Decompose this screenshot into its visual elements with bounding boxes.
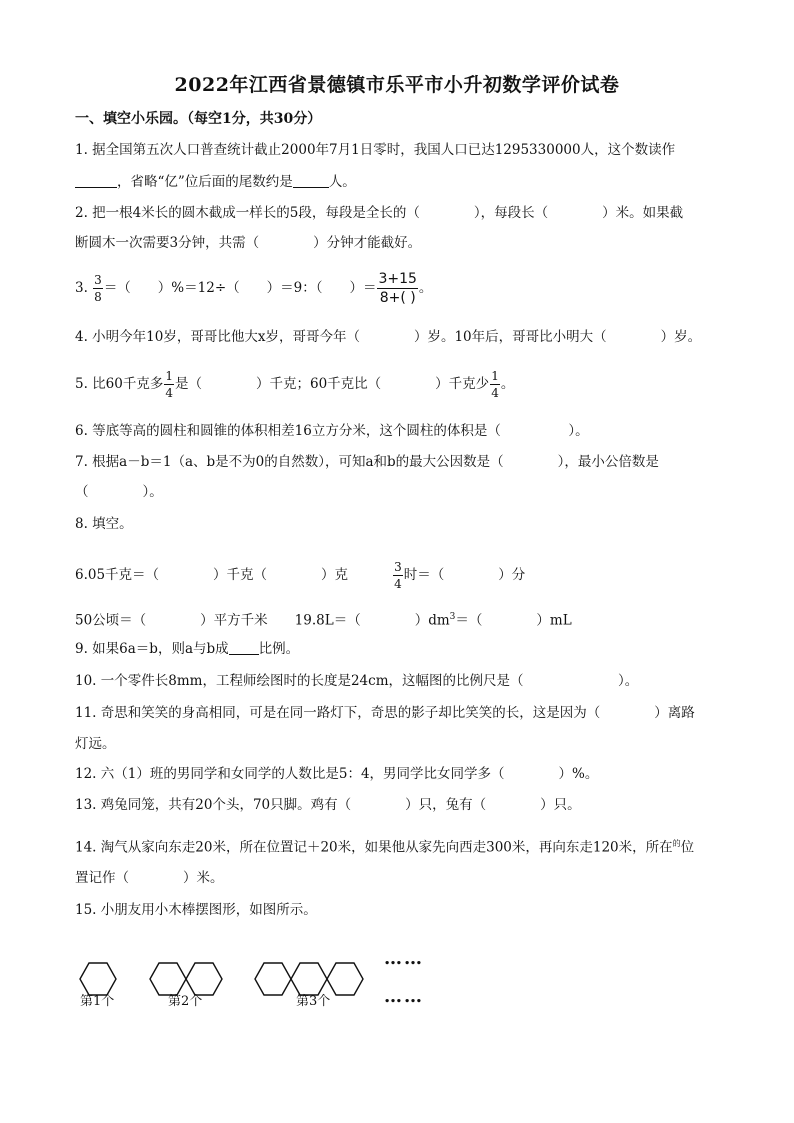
question-12: 12. 六（1）班的男同学和女同学的人数比是5：4，男同学比女同学多（ ）%。: [75, 766, 599, 782]
question-1-text-b2: 人。: [328, 174, 356, 190]
question-1-text-b1: ，省略“亿”位后面的尾数约是: [117, 174, 293, 190]
ellipsis-mark: ……: [384, 948, 424, 969]
fraction-denominator: 4: [394, 577, 402, 591]
question-2-line-1: 2. 把一根4米长的圆木截成一样长的5段，每段是全长的（ ），每段长（ ）米。如果截: [75, 205, 684, 221]
question-3: [75, 270, 432, 306]
question-9-text-a: 9. 如果6a＝b，则a与b成: [75, 641, 229, 657]
superscript: 3: [449, 612, 456, 622]
question-8-row-1-text-a: 6.05千克＝（ ）千克（ ）克: [75, 567, 349, 583]
fraction-3-8: [93, 274, 103, 303]
section-heading: 一、填空小乐园。（每空1分，共30分）: [75, 111, 322, 127]
figure-label-2: 第2个: [168, 994, 203, 1009]
question-1-line-1: 1. 据全国第五次人口普查统计截止2000年7月1日零时，我国人口已达1295330000人，这个数读作: [75, 142, 676, 158]
ellipsis-mark: ……: [384, 986, 424, 1007]
question-7-line-2: （ ）。: [75, 484, 163, 500]
question-14-line-1: [75, 834, 694, 858]
answer-blank[interactable]: [229, 640, 259, 655]
question-10: 10. 一个零件长8mm，工程师绘图时的长度是24cm，这幅图的比例尺是（ ）。: [75, 673, 639, 689]
hexagon-shape: [255, 963, 291, 995]
figure-label-1: 第1个: [80, 994, 115, 1009]
answer-blank[interactable]: [293, 173, 329, 188]
question-6: 6. 等底等高的圆柱和圆锥的体积相差16立方分米，这个圆柱的体积是（ ）。: [75, 423, 589, 439]
question-15: 15. 小朋友用小木棒摆图形，如图所示。: [75, 902, 317, 918]
fraction-1-4: [164, 370, 174, 399]
fraction-1-4: [490, 370, 500, 399]
answer-blank[interactable]: [75, 173, 117, 188]
page-title: 2022年江西省景德镇市乐平市小升初数学评价试卷: [174, 74, 620, 96]
fraction-3-4: [393, 561, 403, 590]
question-8-row-1: [75, 557, 525, 593]
question-11-line-2: 灯远。: [75, 736, 116, 752]
question-13: 13. 鸡兔同笼，共有20个头，70只脚。鸡有（ ）只，兔有（ ）只。: [75, 797, 581, 813]
question-5-text-a: 5. 比60千克多: [75, 376, 164, 392]
question-5-text-c: 。: [500, 376, 515, 392]
question-3-prefix: 3.: [75, 280, 93, 296]
fraction-numerator: 3: [94, 273, 102, 287]
fraction-numerator: 3+15: [378, 271, 417, 287]
fraction-denominator: 4: [491, 386, 499, 400]
question-7-line-1: 7. 根据a－b＝1（a、b是不为0的自然数），可知a和b的最大公因数是（ ），最小公倍数是: [75, 454, 659, 470]
question-14-text-a2: 位: [680, 839, 695, 856]
question-3-middle: ＝（ ）%＝12÷（ ）＝9：（ ）＝: [103, 280, 377, 296]
figure-label-3: 第3个: [296, 994, 331, 1009]
fraction-numerator: 1: [491, 369, 499, 383]
fraction-denominator: 8: [94, 290, 102, 304]
question-5-text-b: 是（ ）千克；60千克比（ ）千克少: [175, 376, 490, 392]
question-11-line-1: 11. 奇思和笑笑的身高相同，可是在同一路灯下，奇思的影子却比笑笑的长，这是因为（ ）离路: [75, 705, 695, 721]
fraction-expression: [377, 272, 417, 305]
fraction-denominator: 4: [165, 386, 173, 400]
question-9: [75, 639, 299, 659]
question-1-line-2: [75, 172, 356, 192]
question-4: 4. 小明今年10岁，哥哥比他大x岁，哥哥今年（ ）岁。10年后，哥哥比小明大（ ）岁。: [75, 329, 702, 345]
hexagon-shape: [327, 963, 363, 995]
question-2-line-2: 断圆木一次需要3分钟，共需（ ）分钟才能截好。: [75, 235, 422, 251]
question-8-row-1-text-b: 时＝（ ）分: [403, 567, 526, 583]
fraction-denominator: 8+( ): [379, 290, 416, 306]
question-9-text-b: 比例。: [258, 641, 300, 657]
fraction-numerator: 3: [394, 560, 402, 574]
small-mark: 的: [672, 839, 681, 848]
question-8: 8. 填空。: [75, 516, 133, 532]
question-8-row-2: [75, 607, 572, 631]
question-3-suffix: 。: [418, 280, 433, 296]
question-14-line-2: 置记作（ ）米。: [75, 870, 224, 886]
question-5: [75, 366, 514, 402]
fraction-numerator: 1: [165, 369, 173, 383]
question-8-row-2-text-b: ＝（ ）mL: [455, 612, 572, 629]
question-8-row-2-text-a: 50公顷＝（ ）平方千米 19.8L＝（ ）dm: [75, 612, 450, 629]
question-14-text-a: 14. 淘气从家向东走20米，所在位置记＋20米，如果他从家先向西走300米，再向东走120米，所在: [75, 839, 673, 856]
